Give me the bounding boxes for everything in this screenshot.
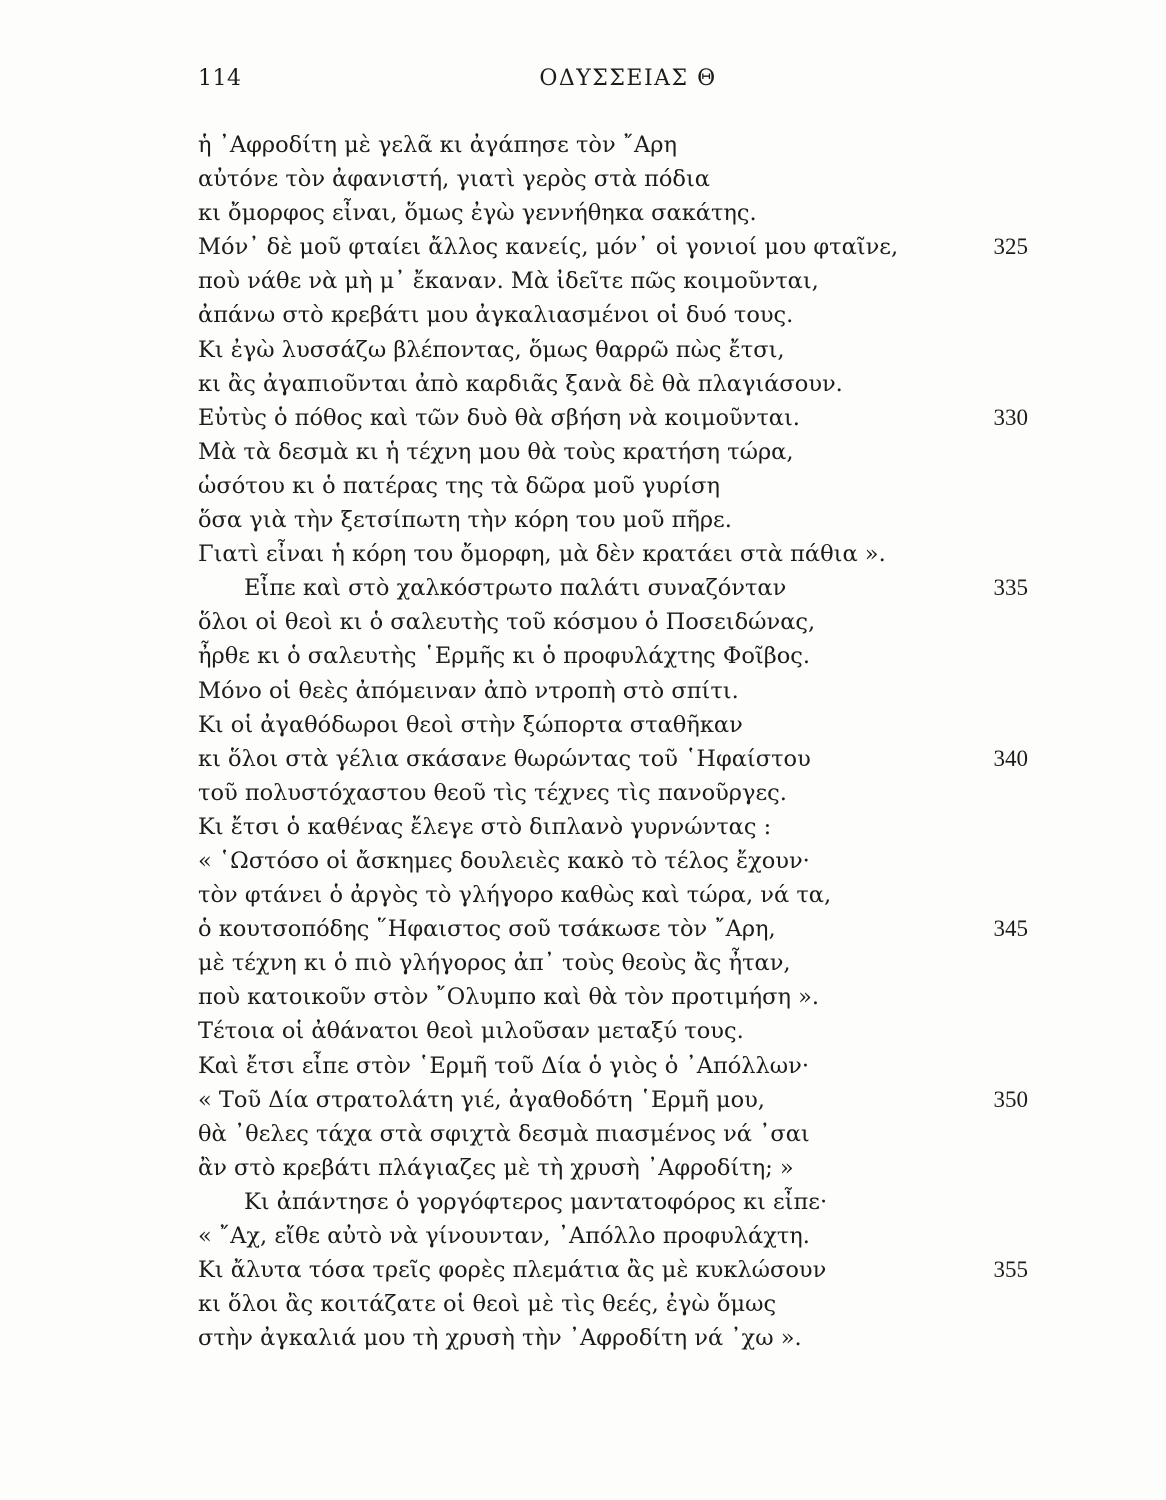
line-number: 345 [993,916,1028,942]
verse-line [198,810,1028,844]
verse-text: Τέτοια οἱ ἀθάνατοι θεοὶ μιλοῦσαν μεταξύ τους. [198,1018,744,1045]
verse-line [198,571,1028,605]
verse-text: Κι ἐγὼ λυσσάζω βλέποντας, ὅμως θαρρῶ πὼς ἔτσι, [198,336,785,363]
verse-text: ὅσα γιὰ τὴν ξετσίπωτη τὴν κόρη του μοῦ πῆρε. [198,507,732,534]
verse-line [198,674,1028,708]
verse-line [198,333,1028,367]
verse-line [198,367,1028,401]
verse-text: θὰ ᾿θελες τάχα στὰ σφιχτὰ δεσμὰ πιασμένος νά ᾿σαι [198,1120,810,1147]
verse-line [198,639,1028,673]
verse-text: ὡσότου κι ὁ πατέρας της τὰ δῶρα μοῦ γυρίση [198,472,721,499]
verse-line [198,1253,1028,1287]
verse-line [198,912,1028,946]
verse-text: κι ὅλοι ἂς κοιτάζατε οἱ θεοὶ μὲ τὶς θεές, ἐγὼ ὅμως [198,1291,777,1318]
line-number: 330 [993,404,1028,430]
verse-line [198,878,1028,912]
verse-text: κι ὅλοι στὰ γέλια σκάσανε θωρώντας τοῦ ῾Ηφαίστου [198,745,811,772]
verse-line [198,435,1028,469]
verse-line [198,264,1028,298]
verse-line [198,776,1028,810]
verse-line [198,1321,1028,1355]
verse-text: ἦρθε κι ὁ σαλευτὴς ῾Ερμῆς κι ὁ προφυλάχτης Φοῖβος. [198,643,811,670]
verse-text: ὁ κουτσοπόδης ῞Ηφαιστος σοῦ τσάκωσε τὸν ῎Αρη, [198,916,776,943]
verse-line [198,1219,1028,1253]
verse-text: στὴν ἀγκαλιά μου τὴ χρυσὴ τὴν ᾿Αφροδίτη νά ᾿χω ». [198,1325,802,1352]
verse-text: μὲ τέχνη κι ὁ πιὸ γλήγορος ἀπ᾿ τοὺς θεοὺς ἂς ἦταν, [198,950,791,977]
verse-line [198,844,1028,878]
verse-line [198,230,1028,264]
verse-text: Μόνο οἱ θεὲς ἀπόμειναν ἀπὸ ντροπὴ στὸ σπίτι. [198,677,739,704]
verse-line [198,708,1028,742]
verse-text: « Τοῦ Δία στρατολάτη γιέ, ἀγαθοδότη ῾Ερμῆ μου, [198,1086,765,1113]
verse-text: « ῎Αχ, εἴθε αὐτὸ νὰ γίνουνταν, ᾿Απόλλο προφυλάχτη. [198,1223,810,1249]
verse-text: ποὺ νάθε νὰ μὴ μ᾿ ἔκαναν. Μὰ ἰδεῖτε πῶς κοιμοῦνται, [198,268,819,295]
verse-text: Μόν᾿ δὲ μοῦ φταίει ἄλλος κανείς, μόν᾿ οἱ γονιοί μου φταῖνε, [198,234,899,261]
verse-line [198,1287,1028,1321]
verse-line [198,298,1028,332]
verse-line [198,503,1028,537]
verse-text: κι ἂς ἀγαπιοῦνται ἀπὸ καρδιᾶς ξανὰ δὲ θὰ πλαγιάσουν. [198,370,843,397]
verse-text: ἂν στὸ κρεβάτι πλάγιαζες μὲ τὴ χρυσὴ ᾿Αφροδίτη; » [198,1154,794,1181]
verse-line [198,469,1028,503]
verse-line [198,1185,1028,1219]
line-number: 335 [993,575,1028,601]
line-number: 325 [993,234,1028,260]
verse-text: « ῾Ωστόσο οἱ ἄσκημες δουλειὲς κακὸ τὸ τέλος ἔχουν· [198,847,810,874]
verse-line [198,980,1028,1014]
verse-text: Κι ἀπάντησε ὁ γοργόφτερος μαντατοφόρος κι εἶπε· [244,1188,828,1215]
running-head [198,66,1028,100]
verse-text: Κι οἱ ἀγαθόδωροι θεοὶ στὴν ξώπορτα σταθῆκαν [198,711,743,738]
verse-line [198,1083,1028,1117]
verse-text: Κι ἄλυτα τόσα τρεῖς φορὲς πλεμάτια ἂς μὲ κυκλώσουν [198,1257,827,1284]
line-number: 350 [993,1086,1028,1112]
page-number: 114 [198,66,242,91]
verse-text: ἡ ᾿Αφροδίτη μὲ γελᾶ κι ἀγάπησε τὸν ῎Αρη [198,132,678,158]
verse-text: τὸν φτάνει ὁ ἀργὸς τὸ γλήγορο καθὼς καὶ τώρα, νά τα, [198,882,832,909]
verse-line [198,128,1028,162]
verse-line [198,742,1028,776]
verse-text: Μὰ τὰ δεσμὰ κι ἡ τέχνη μου θὰ τοὺς κρατήση τώρα, [198,438,794,465]
verse-text: κι ὄμορφος εἶναι, ὅμως ἐγὼ γεννήθηκα σακάτης. [198,200,757,227]
line-number: 355 [993,1257,1028,1283]
verse-text: αὐτόνε τὸν ἀφανιστή, γιατὶ γερὸς στὰ πόδια [198,166,710,193]
verse-text: τοῦ πολυστόχαστου θεοῦ τὶς τέχνες τὶς πανοῦργες. [198,779,787,806]
verse-line [198,537,1028,571]
verse-line [198,1014,1028,1048]
line-number: 340 [993,745,1028,771]
verse-line [198,1049,1028,1083]
verse-line [198,1151,1028,1185]
verse-text: Καὶ ἔτσι εἶπε στὸν ῾Ερμῆ τοῦ Δία ὁ γιὸς ὁ ᾿Απόλλων· [198,1052,809,1079]
verse-text: ὅλοι οἱ θεοὶ κι ὁ σαλευτὴς τοῦ κόσμου ὁ Ποσειδώνας, [198,609,816,636]
verse-text: ποὺ κατοικοῦν στὸν ῎Ολυμπο καὶ θὰ τὸν προτιμήση ». [198,984,820,1011]
verse-text: ἀπάνω στὸ κρεβάτι μου ἀγκαλιασμένοι οἱ δυό τους. [198,302,794,329]
verse-text: Γιατὶ εἶναι ἡ κόρη του ὄμορφη, μὰ δὲν κρατάει στὰ πάθια ». [198,541,886,568]
verse-text: Εἶπε καὶ στὸ χαλκόστρωτο παλάτι συναζόνταν [244,575,787,602]
verse-text: Κι ἔτσι ὁ καθένας ἔλεγε στὸ διπλανὸ γυρνώντας : [198,813,772,840]
verse-line [198,196,1028,230]
verse-line [198,162,1028,196]
verse-line [198,401,1028,435]
poem-text [198,128,1028,1355]
verse-line [198,946,1028,980]
verse-line [198,605,1028,639]
book-title: ΟΔΥΣΣΕΙΑΣ Θ [539,66,717,91]
verse-text: Εὐτὺς ὁ πόθος καὶ τῶν δυὸ θὰ σβήση νὰ κοιμοῦνται. [198,404,800,431]
verse-line [198,1117,1028,1151]
